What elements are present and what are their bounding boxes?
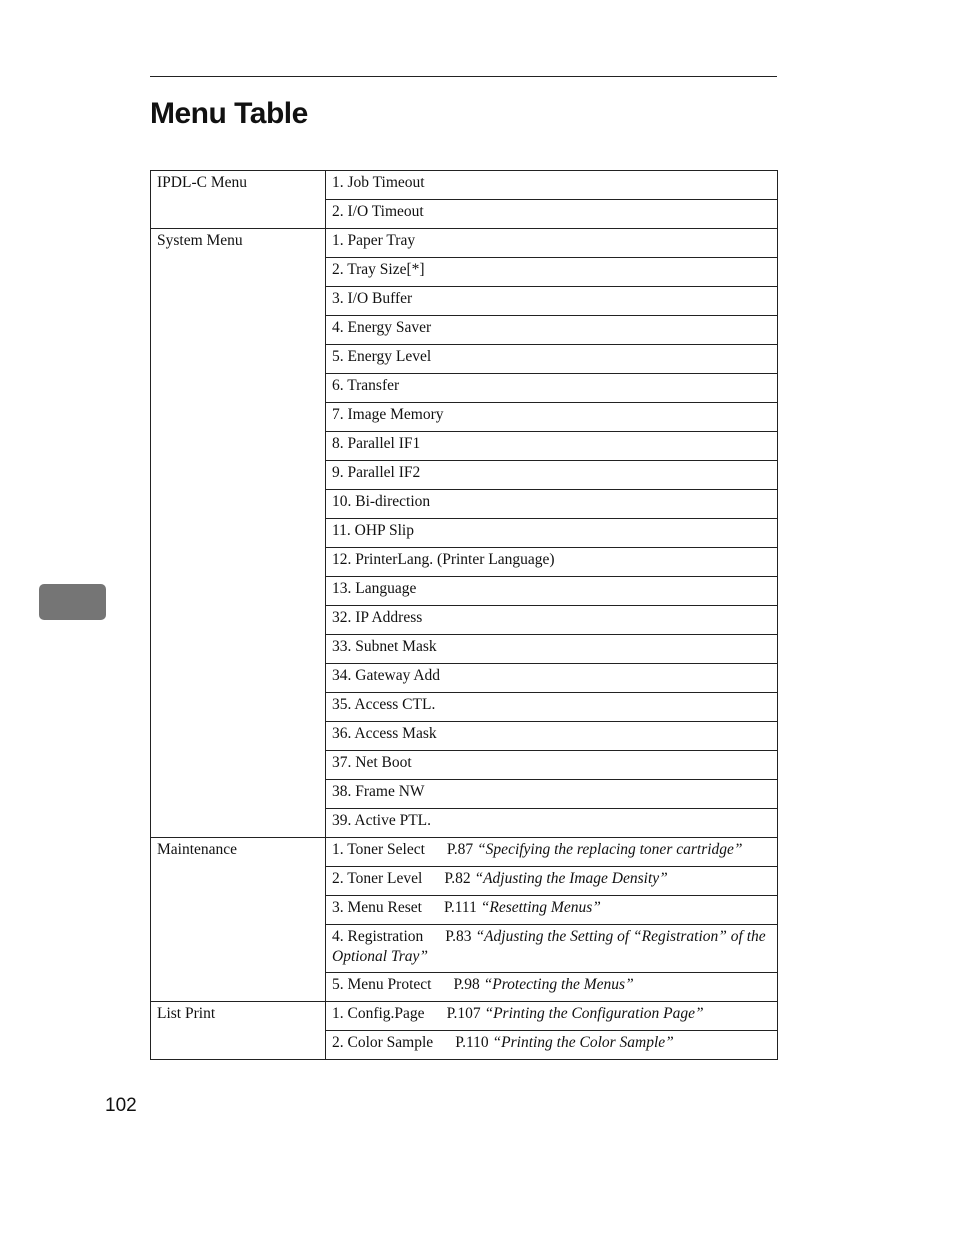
menu-item-label: 8. Parallel IF1 <box>332 435 421 452</box>
menu-item-label: 6. Transfer <box>332 377 400 394</box>
reference-title: “Resetting Menus” <box>480 899 601 916</box>
menu-item-label: 1. Job Timeout <box>332 174 425 191</box>
reference-title: “Printing the Configuration Page” <box>484 1005 704 1022</box>
menu-item-label: 4. Energy Saver <box>332 319 432 336</box>
menu-item-cell <box>326 577 778 606</box>
menu-item-label: 12. PrinterLang. (Printer Language) <box>332 551 555 568</box>
menu-item-cell <box>326 1031 778 1060</box>
page-title: Menu Table <box>150 97 308 130</box>
menu-item-label: 35. Access CTL. <box>332 696 436 713</box>
chapter-tab <box>39 584 106 620</box>
menu-item-cell <box>326 809 778 838</box>
menu-item-cell <box>326 973 778 1002</box>
menu-item-label: 1. Config.Page <box>332 1005 425 1022</box>
reference-page: P.110 <box>455 1034 489 1051</box>
menu-item-cell <box>326 838 778 867</box>
reference-page: P.98 <box>453 976 480 993</box>
menu-item-label: 1. Toner Select <box>332 841 425 858</box>
menu-item-cell <box>326 171 778 200</box>
menu-item-label: 2. I/O Timeout <box>332 203 424 220</box>
menu-item-label: 3. I/O Buffer <box>332 290 413 307</box>
top-rule <box>150 76 777 77</box>
menu-item-cell <box>326 432 778 461</box>
table-row <box>151 838 778 867</box>
reference-title: “Specifying the replacing toner cartridge” <box>477 841 743 858</box>
menu-category: List Print <box>151 1002 326 1060</box>
menu-item-cell <box>326 229 778 258</box>
menu-item-label: 2. Tray Size[*] <box>332 261 425 278</box>
menu-category: IPDL-C Menu <box>151 171 326 229</box>
menu-item-label: 11. OHP Slip <box>332 522 414 539</box>
menu-item-label: 2. Toner Level <box>332 870 423 887</box>
menu-item-cell <box>326 374 778 403</box>
menu-item-cell <box>326 1002 778 1031</box>
menu-item-label: 38. Frame NW <box>332 783 425 800</box>
reference-page: P.111 <box>443 899 477 916</box>
menu-item-cell <box>326 693 778 722</box>
menu-item-cell <box>326 287 778 316</box>
reference-title: “Adjusting the Image Density” <box>474 870 668 887</box>
menu-item-cell <box>326 780 778 809</box>
menu-item-label: 34. Gateway Add <box>332 667 441 684</box>
menu-item-label: 7. Image Memory <box>332 406 444 423</box>
menu-item-cell <box>326 664 778 693</box>
menu-table-body <box>151 171 778 1060</box>
menu-item-label: 1. Paper Tray <box>332 232 416 249</box>
menu-item-cell <box>326 490 778 519</box>
menu-item-cell <box>326 867 778 896</box>
menu-item-cell <box>326 200 778 229</box>
menu-item-cell <box>326 403 778 432</box>
menu-item-cell <box>326 316 778 345</box>
menu-item-label: 36. Access Mask <box>332 725 437 742</box>
menu-item-label: 9. Parallel IF2 <box>332 464 421 481</box>
menu-item-cell <box>326 461 778 490</box>
reference-page: P.83 <box>445 928 472 945</box>
page-number: 102 <box>105 1095 137 1116</box>
menu-item-cell <box>326 606 778 635</box>
menu-item-label: 33. Subnet Mask <box>332 638 437 655</box>
menu-item-label: 13. Language <box>332 580 417 597</box>
reference-page: P.82 <box>444 870 471 887</box>
reference-title: “Adjusting the Setting of “Registration” of the Optional Tray” <box>332 928 766 965</box>
menu-item-cell <box>326 722 778 751</box>
menu-table <box>150 170 778 1060</box>
menu-item-label: 3. Menu Reset <box>332 899 422 916</box>
menu-item-label: 37. Net Boot <box>332 754 412 771</box>
menu-item-label: 32. IP Address <box>332 609 423 626</box>
menu-item-label: 4. Registration <box>332 928 424 945</box>
reference-title: “Protecting the Menus” <box>483 976 634 993</box>
menu-item-label: 39. Active PTL. <box>332 812 432 829</box>
menu-item-cell <box>326 548 778 577</box>
table-row <box>151 1002 778 1031</box>
table-row <box>151 171 778 200</box>
menu-category: Maintenance <box>151 838 326 1002</box>
menu-item-cell <box>326 258 778 287</box>
menu-item-cell <box>326 519 778 548</box>
menu-item-label: 2. Color Sample <box>332 1034 434 1051</box>
menu-category: System Menu <box>151 229 326 838</box>
menu-item-cell <box>326 635 778 664</box>
menu-item-cell <box>326 896 778 925</box>
menu-item-cell <box>326 345 778 374</box>
reference-page: P.107 <box>446 1005 481 1022</box>
menu-item-label: 5. Menu Protect <box>332 976 432 993</box>
menu-item-label: 5. Energy Level <box>332 348 432 365</box>
menu-item-cell <box>326 925 778 973</box>
menu-item-label: 10. Bi-direction <box>332 493 431 510</box>
menu-item-cell <box>326 751 778 780</box>
reference-title: “Printing the Color Sample” <box>492 1034 674 1051</box>
table-row <box>151 229 778 258</box>
reference-page: P.87 <box>446 841 474 858</box>
